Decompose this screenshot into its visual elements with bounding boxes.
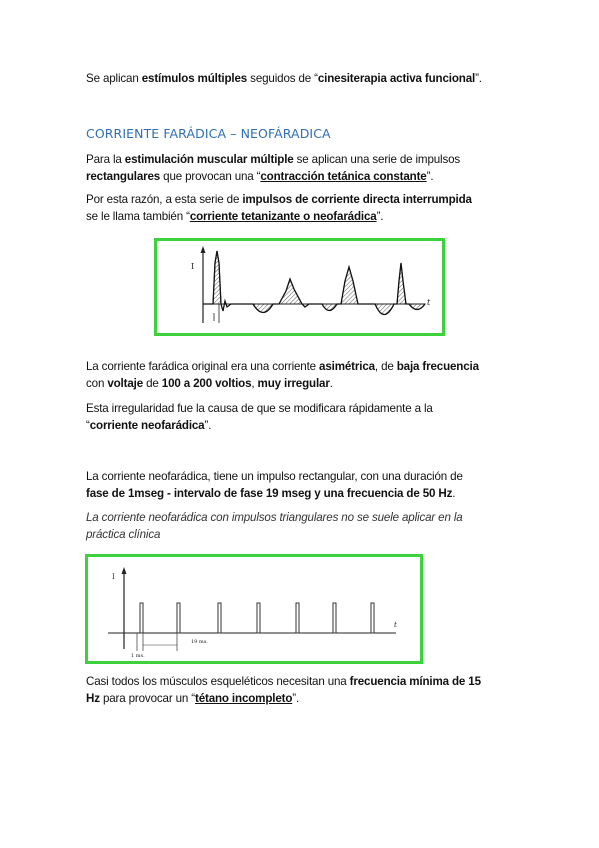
bold-text: frecuencia mínima de 15 — [349, 675, 481, 688]
text: , de — [374, 360, 397, 373]
rectangular-pulses-figure — [85, 554, 423, 664]
line: práctica clínica — [86, 528, 161, 541]
text: Esta irregularidad fue la causa de que se modificara rápidamente a la — [86, 402, 433, 415]
bold-underlined-text: contracción tetánica constante — [260, 170, 427, 183]
text: “ — [86, 419, 90, 432]
line — [86, 400, 526, 417]
pulse — [218, 603, 221, 633]
text: ”. — [292, 692, 300, 705]
text: que provocan una “ — [160, 170, 261, 183]
text: Para la — [86, 153, 125, 166]
paragraph-triangulares — [86, 509, 526, 543]
text: La corriente neofarádica, tiene un impulso rectangular, con una duración de — [86, 470, 463, 483]
y-axis-arrow — [201, 246, 206, 253]
text: se le llama también “ — [86, 210, 190, 223]
text: La corriente farádica original era una corriente — [86, 360, 320, 373]
pulse-group — [140, 603, 374, 633]
text: , — [251, 377, 258, 390]
paragraph-estimulos — [86, 70, 526, 87]
text: . — [452, 487, 456, 500]
bold-text: baja frecuencia — [396, 360, 479, 373]
text: ”. — [204, 419, 212, 432]
pulse — [333, 603, 336, 633]
bold-text: cinesiterapia activa funcional — [317, 72, 476, 85]
text: se aplican una serie de impulsos — [293, 153, 461, 166]
text: ”. — [475, 72, 482, 85]
faradic-waveform-svg — [157, 241, 442, 333]
line — [86, 690, 526, 707]
text: ”. — [376, 210, 384, 223]
line — [86, 485, 526, 502]
line — [86, 151, 526, 168]
bold-text: voltaje — [107, 377, 144, 390]
line — [86, 417, 526, 434]
bold-text: estímulos múltiples — [141, 72, 248, 85]
paragraph-faradica-original — [86, 358, 526, 392]
y-axis-label: I — [112, 573, 115, 581]
bold-text: corriente neofarádica — [89, 419, 205, 432]
pulse — [371, 603, 374, 633]
x-axis-label: t — [427, 298, 431, 307]
line — [86, 208, 526, 225]
text: seguidos de “ — [247, 72, 318, 85]
paragraph-estimulacion — [86, 151, 526, 185]
line — [86, 358, 526, 375]
paragraph-por-esta-razon — [86, 191, 526, 225]
text: Casi todos los músculos esqueléticos necesitan una — [86, 675, 350, 688]
bold-text: muy irregular — [257, 377, 330, 390]
pulse — [296, 603, 299, 633]
line — [86, 191, 526, 208]
line — [86, 468, 526, 485]
bold-text: asimétrica — [319, 360, 375, 373]
paragraph-irregularidad — [86, 400, 526, 434]
pulse-peak — [341, 267, 358, 304]
text: de — [143, 377, 162, 390]
y-axis-arrow — [122, 567, 127, 574]
y-axis-label: I — [191, 262, 195, 271]
label-19ms: 19 ms. — [191, 639, 208, 645]
faradic-waveform-figure — [154, 238, 445, 336]
text: con — [86, 377, 108, 390]
text: ”. — [426, 170, 434, 183]
section-heading: CORRIENTE FARÁDICA – NEOFÁRADICA — [86, 126, 331, 141]
line — [86, 168, 526, 185]
bold-text: fase de 1mseg - intervalo de fase 19 mseg y una frecuencia de 50 Hz — [86, 487, 453, 500]
x-axis-label: t — [394, 621, 397, 629]
text: Se aplican — [86, 72, 142, 85]
line — [86, 673, 526, 690]
bold-underlined-text: corriente tetanizante o neofarádica — [189, 210, 377, 223]
bold-text: Hz — [86, 692, 100, 705]
rectangular-pulses-svg — [88, 557, 420, 661]
bold-text: impulsos de corriente directa interrumpida — [242, 193, 472, 206]
pulse — [140, 603, 143, 633]
paragraph-musculos — [86, 673, 526, 707]
text: . — [329, 377, 333, 390]
text: para provocar un “ — [99, 692, 195, 705]
text: Por esta razón, a esta serie de — [86, 193, 243, 206]
bold-text: estimulación muscular múltiple — [124, 153, 294, 166]
pulse — [257, 603, 260, 633]
label-1ms: 1 ms. — [131, 653, 145, 659]
line: La corriente neofarádica con impulsos triangulares no se suele aplicar en la — [86, 511, 463, 524]
pulse-peak — [279, 279, 302, 304]
paragraph-neofaradica — [86, 468, 526, 502]
bold-underlined-text: tétano incompleto — [194, 692, 293, 705]
pulse — [177, 603, 180, 633]
line — [86, 375, 526, 392]
bold-text: 100 a 200 voltios — [161, 377, 252, 390]
bold-text: rectangulares — [86, 170, 161, 183]
